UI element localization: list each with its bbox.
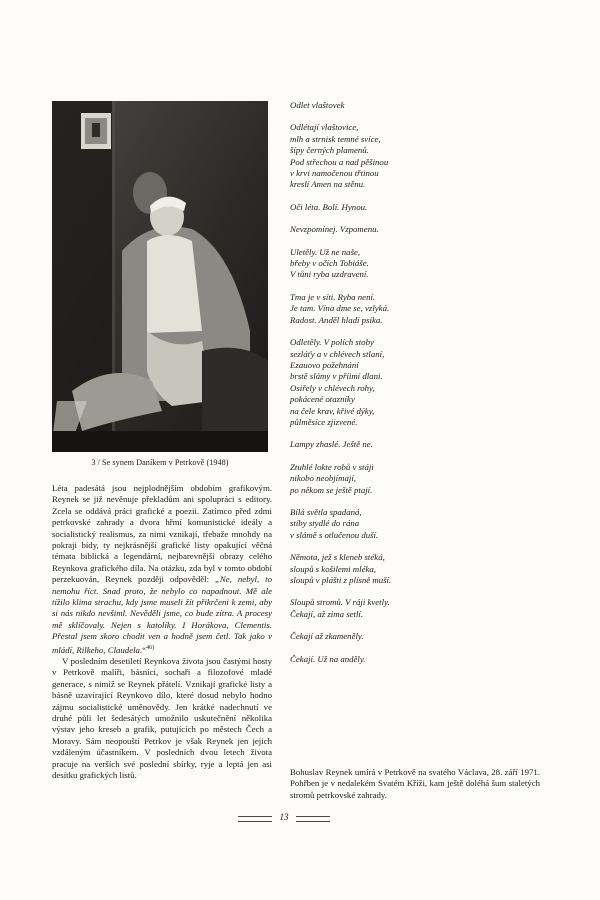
- poem-line: půlměsíce zjizvené.: [290, 416, 358, 427]
- poem-stanza: [290, 292, 540, 326]
- poem-stanza: [290, 654, 540, 665]
- wall-picture-frame: [81, 113, 111, 149]
- page-number: 13: [279, 812, 289, 822]
- poem-stanza: [290, 122, 540, 190]
- poem-stanza: [290, 597, 540, 620]
- poem-stanza: [290, 462, 540, 496]
- body-text-left: [52, 483, 272, 781]
- poem-line: Lampy zhaslé. Ještě ne.: [290, 439, 373, 450]
- photo-caption: 3 / Se synem Daníkem v Petrkově (1948): [91, 458, 229, 467]
- poem-stanza: [290, 631, 540, 642]
- reynek-quote: „Ne, nebyl, to nemohu říct. Snad proto, že nebylo co napadnout. Mě ale tížilo klima strachu, kdy jsme museli žít přikrčeni k zemi, aby si nás nikdo nevšiml. Nevěděli jsme, co bude zítra. A procesy mě sklíčovaly. Nejen s katolíky. I Horákova, Clementis. Přestal jsem skoro chodit ven a hodně jsem četl. Tak jako v mládí, Rilkeho, Claudela.: [52, 574, 272, 655]
- poem-line: Ztuhlé lokte robů v stáji: [290, 461, 374, 472]
- poem-line: sloupů s košilemi mléka,: [290, 563, 377, 574]
- poem-line: šípy černých plamenů.: [290, 145, 369, 156]
- poem-stanza: [290, 439, 540, 450]
- quote-close-mark: “: [142, 644, 147, 655]
- poem-line: v slámě s otlučenou duší.: [290, 529, 379, 540]
- photo-illustration: [52, 101, 268, 452]
- poem-line: po někom se ještě ptají.: [290, 484, 373, 495]
- poem-line: Bílá světla spadaná,: [290, 506, 362, 517]
- closing-paragraph: Bohuslav Reynek umírá v Petrkově na svatého Václava, 28. září 1971. Pohřben je v nedalekém Svatém Kříži, kam ještě doléhá šum staletých stromů petrkovské zahrady.: [290, 767, 540, 800]
- poem-line: na čele krav, křivé dýky,: [290, 405, 375, 416]
- poem: [290, 100, 540, 676]
- poem-line: v krvi namočenou třtinou: [290, 168, 379, 179]
- poem-line: stíby stydlé do rána: [290, 518, 360, 529]
- poem-stanza: [290, 224, 540, 235]
- poem-line: Čekají. Už na anděly.: [290, 653, 366, 664]
- poem-stanza: [290, 552, 540, 586]
- footer-rule-right: [296, 816, 330, 822]
- poem-line: kreslí Amen na stěnu.: [290, 179, 366, 190]
- poem-title: Odlet vlaštovek: [290, 100, 345, 110]
- poem-line: Oči léta. Bolí. Hynou.: [290, 201, 368, 212]
- poem-line: Osiřely v chlévech rohy,: [290, 382, 375, 393]
- footnote-ref: 46): [146, 644, 155, 651]
- paragraph-1-text: Léta padesátá jsou nejplodnějším obdobím grafikovým. Reynek se již nevěnuje překladům ani spolupráci s editory. Zcela se oddává práci grafické a poezii. Zatímco před zdmi petrkovské zahrady a dvora hřmí komunistické ideály a socialistický realismus, za nimi vznikají, třebaže mnohdy na pokraji bídy, ty nejkrásnější grafické listy opakující věčná témata biblická a legendární, nejbarevnější obrazy celého Reynkova grafického díla. Na otázku, zda byl v tomto období perzekuován, Reynek později odpověděl:: [52, 483, 272, 585]
- poem-line: Čekají až zkameněly.: [290, 631, 364, 642]
- poem-stanzas: [290, 122, 540, 665]
- poem-line: Je tam. Vína dme se, vzlyká.: [290, 303, 390, 314]
- poem-line: sezláťy a v chlévech stlaní,: [290, 348, 385, 359]
- poem-line: Uletěly. Už ne naše,: [290, 246, 361, 257]
- poem-stanza: [290, 507, 540, 541]
- poem-stanza: [290, 202, 540, 213]
- poem-line: Ezauovo požehnání: [290, 359, 359, 370]
- poem-line: V tůni ryba uzdravení.: [290, 269, 369, 280]
- poem-line: Radost. Anděl hladí psíka.: [290, 314, 383, 325]
- paragraph-2: V posledním desetiletí Reynkova života jsou častými hosty v Petrkově malíři, básníci, sochaři a filozofové mladé generace, s nimiž se Reynek přátelí. Vznikají grafické listy a básně uzavírající Reynkovo dílo, které dosud nebylo hodno zájmu socialistické uměnovědy. Jen krátké nadechnutí ve druhé půli let šedesátých umožnilo uskutečnění několika výstav jeho kreseb a grafik, putujících po městech Čech a Moravy. Sám neopouští Petrkov je však Reynek jen jejich vzdáleným účastníkem. V posledních dvou letech života pracuje na verších své poslední sbírky, ryje a leptá jen asi desítku grafických listů.: [52, 656, 272, 781]
- poem-line: Čekají, až zima setlí.: [290, 608, 364, 619]
- poem-line: břeby v očích Tobiáše.: [290, 258, 369, 269]
- poem-line: Odletěly. V polích stoby: [290, 337, 374, 348]
- page-footer: [0, 812, 600, 826]
- poem-line: mlh a strnisk temné svíce,: [290, 133, 381, 144]
- photograph: [52, 101, 268, 452]
- poem-stanza: [290, 337, 540, 428]
- poem-stanza: [290, 247, 540, 281]
- poem-line: Odlétají vlaštovice,: [290, 122, 359, 133]
- poem-line: pokácené otazníky: [290, 394, 355, 405]
- poem-line: Pod střechou a nad pěšinou: [290, 156, 389, 167]
- poem-line: brstě slámy v příimí dlani.: [290, 371, 383, 382]
- footer-rule-left: [238, 816, 272, 822]
- paragraph-1: [52, 483, 272, 656]
- poem-line: Němota, jež s kleneb stéká,: [290, 552, 385, 563]
- poem-line: Tma je v síti. Ryba není.: [290, 291, 376, 302]
- poem-line: Sloupů stromů. V ráji kvetly.: [290, 597, 390, 608]
- poem-line: Nevzpomínej. Vzpomenu.: [290, 224, 379, 235]
- poem-line: nikobo neobjímají,: [290, 473, 356, 484]
- poem-line: sloupů v plášti z plísně muší.: [290, 575, 392, 585]
